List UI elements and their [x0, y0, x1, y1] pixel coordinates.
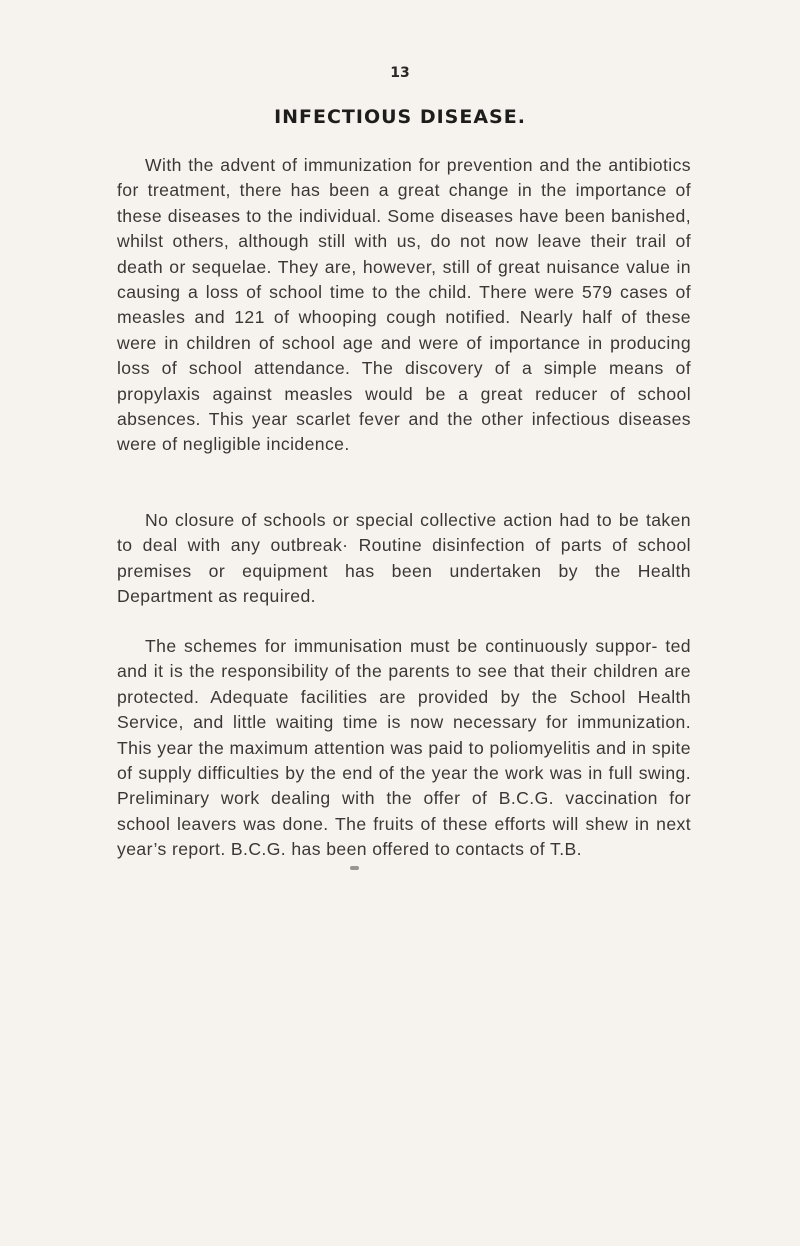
- paragraph-immunisation-schemes: The schemes for immunisation must be continuously suppor- ted and it is the responsibility of the parents to see that their children are protected. Adequate facilities are provided by the School Health Service, and little waiting time is now necessary for immunization. This year the maximum attention was paid to poliomyelitis and in spite of supply difficulties by the end of the year the work was in full swing. Preliminary work dealing with the offer of B.C.G. vaccination for school leavers was done. The fruits of these efforts will shew in next year’s report. B.C.G. has been offered to contacts of T.B.: [117, 636, 691, 860]
- paragraph-school-closure: No closure of schools or special collective action had to be taken to deal with any outbreak· Routine disinfection of parts of school premises or equipment has been undertaken by the Health Department as required.: [117, 510, 691, 607]
- page-number: 13: [390, 65, 410, 81]
- paragraph-immunization-antibiotics: With the advent of immunization for prevention and the antibiotics for treatment, there has been a great change in the importance of these diseases to the individual. Some diseases have been banished, whilst others, although still with us, do not now leave their trail of death or sequelae. They are, however, still of great nuisance value in causing a loss of school time to the child. There were 579 cases of measles and 121 of whooping cough notified. Nearly half of these were in children of school age and were of importance in producing loss of school attendance. The discovery of a simple means of propylaxis against measles would be a great reducer of school absences. This year scarlet fever and the other infectious diseases were of negligible incidence.: [117, 155, 691, 455]
- ink-mark: [350, 866, 359, 870]
- section-heading: INFECTIOUS DISEASE.: [274, 106, 526, 128]
